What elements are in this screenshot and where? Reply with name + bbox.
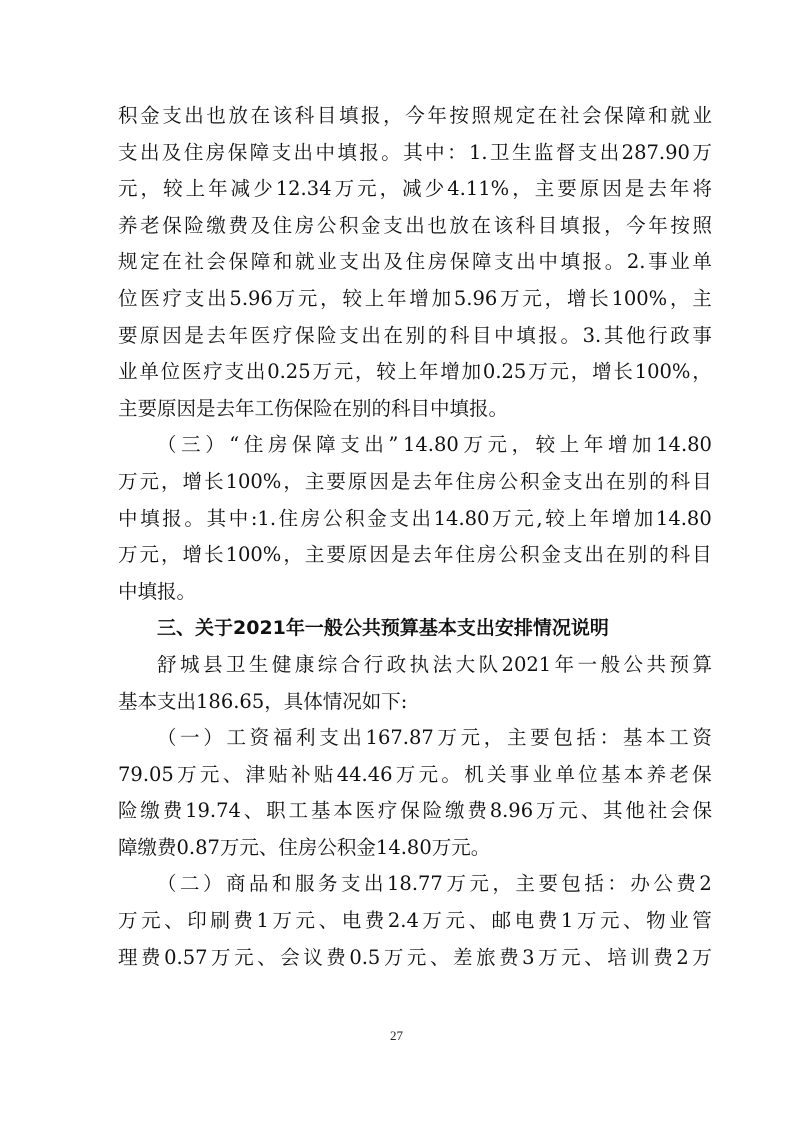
text-line: （ 三 ） “ 住 房 保 障 支 出 ” 14.80 万 元 ， 较 上 年 增 加 14.80 <box>157 433 712 457</box>
text-line: （ 一 ） 工 资 福 利 支 出 167.87 万 元 ， 主 要 包 括 ： 基 本 工 资 <box>157 726 712 750</box>
page-number: 27 <box>390 1028 403 1043</box>
text-line: 万 元 ， 增 长 100% ， 主 要 原 因 是 去 年 住 房 公 积 金 支 出 在 别 的 科 目 <box>118 543 712 567</box>
text-line: 支 出 及 住 房 保 障 支 出 中 填 报 。 其 中 ： 1. 卫 生 监 督 支 出 287.90 万 <box>118 140 712 164</box>
text-line: 三、关于2021年一般公共预算基本支出安排情况说明 <box>157 617 609 640</box>
text-line: （ 二 ） 商 品 和 服 务 支 出 18.77 万 元 ， 主 要 包 括 ： 办 公 费 2 <box>157 872 712 896</box>
text-line: 主要原因是去年工伤保险在别的科目中填报。 <box>118 396 509 420</box>
text-line: 险 缴 费 19.74 、 职 工 基 本 医 疗 保 险 缴 费 8.96 万 元 、 其 他 社 会 保 <box>118 799 712 823</box>
text-line: 79.05 万 元 、 津 贴 补 贴 44.46 万 元 。 机 关 事 业 单 位 基 本 养 老 保 <box>118 762 712 786</box>
text-line: 理 费 0.57 万 元 、 会 议 费 0.5 万 元 、 差 旅 费 3 万 元 、 培 训 费 2 万 <box>118 945 712 969</box>
text-line: 位 医 疗 支 出 5.96 万 元 ， 较 上 年 增 加 5.96 万 元 ， 增 长 100% ， 主 <box>118 286 712 310</box>
body-text <box>118 98 712 976</box>
text-line: 中 填 报 。 其 中 :1. 住 房 公 积 金 支 出 14.80 万 元 , 较 上 年 增 加 14.80 <box>118 506 712 530</box>
text-line: 万 元 ， 增 长 100% ， 主 要 原 因 是 去 年 住 房 公 积 金 支 出 在 别 的 科 目 <box>118 469 712 493</box>
text-line: 规 定 在 社 会 保 障 和 就 业 支 出 及 住 房 保 障 支 出 中 填 报 。 2. 事 业 单 <box>118 250 712 274</box>
text-line: 积 金 支 出 也 放 在 该 科 目 填 报 ， 今 年 按 照 规 定 在 社 会 保 障 和 就 业 <box>118 104 712 127</box>
text-line: 万 元 、 印 刷 费 1 万 元 、 电 费 2.4 万 元 、 邮 电 费 1 万 元 、 物 业 管 <box>118 909 712 933</box>
text-line: 基本支出186.65，具体情况如下: <box>118 689 408 713</box>
text-line: 要 原 因 是 去 年 医 疗 保 险 支 出 在 别 的 科 目 中 填 报 。 3. 其 他 行 政 事 <box>118 323 712 347</box>
text-line: 障缴费0.87万元、住房公积金14.80万元。 <box>118 835 491 859</box>
text-line: 养 老 保 险 缴 费 及 住 房 公 积 金 支 出 也 放 在 该 科 目 填 报 ， 今 年 按 照 <box>118 213 712 237</box>
text-line: 舒 城 县 卫 生 健 康 综 合 行 政 执 法 大 队 2021 年 一 般 公 共 预 算 <box>157 652 712 676</box>
text-line: 元 ， 较 上 年 减 少 12.34 万 元 ， 减 少 4.11% ， 主 要 原 因 是 去 年 将 <box>118 177 712 201</box>
text-line: 业 单 位 医 疗 支 出 0.25 万 元 ， 较 上 年 增 加 0.25 万 元 ， 增 长 100% ， <box>118 360 712 384</box>
text-line: 中填报。 <box>118 579 197 603</box>
